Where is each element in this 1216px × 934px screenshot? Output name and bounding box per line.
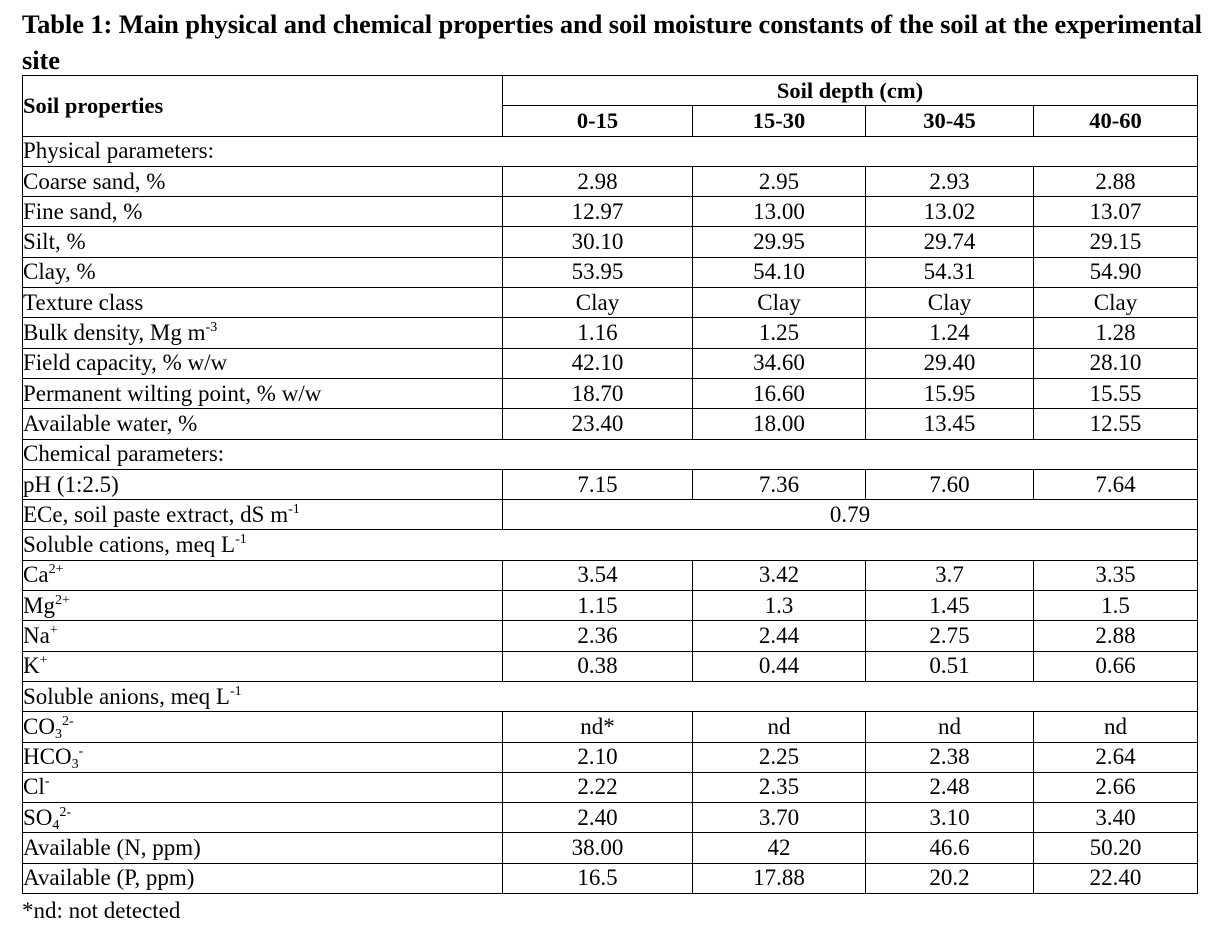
cell-value: 7.60 (866, 469, 1034, 499)
cell-value: 34.60 (693, 348, 866, 378)
row-label (23, 712, 503, 742)
cell-value: 13.45 (866, 409, 1034, 439)
row-label: Fine sand, % (23, 197, 503, 227)
cell-value: 2.44 (693, 621, 866, 651)
cell-value: 7.36 (693, 469, 866, 499)
cell-value: 46.6 (866, 833, 1034, 863)
row-label: Silt, % (23, 227, 503, 257)
row-label: Permanent wilting point, % w/w (23, 378, 503, 408)
cell-value: 2.75 (866, 621, 1034, 651)
cell-value: 42 (693, 833, 866, 863)
table-row (23, 166, 1198, 196)
subscript: 4 (52, 817, 60, 833)
section-row (23, 530, 1198, 560)
table-row (23, 591, 1198, 621)
section-cations (23, 530, 1198, 560)
table-row (23, 378, 1198, 408)
table-row (23, 712, 1198, 742)
row-label: Field capacity, % w/w (23, 348, 503, 378)
cell-value: 29.74 (866, 227, 1034, 257)
cell-value: 17.88 (693, 863, 866, 893)
subscript: 3 (71, 757, 79, 773)
cell-value: 0.66 (1034, 651, 1198, 681)
row-label: Available (N, ppm) (23, 833, 503, 863)
depth-header: 30-45 (866, 106, 1034, 136)
cell-value: nd (1034, 712, 1198, 742)
soil-depth-header: Soil depth (cm) (503, 76, 1198, 106)
row-label (23, 772, 503, 802)
section-row (23, 136, 1198, 166)
cell-value-merged: 0.79 (503, 500, 1198, 530)
label-text: Soluble anions, meq L (23, 683, 230, 709)
row-label: Clay, % (23, 257, 503, 287)
cell-value: 2.40 (503, 803, 693, 833)
cell-value: Clay (866, 288, 1034, 318)
cell-value: 2.66 (1034, 772, 1198, 802)
superscript: -1 (235, 532, 247, 548)
cell-value: 12.97 (503, 197, 693, 227)
cell-value: 23.40 (503, 409, 693, 439)
table-title: Table 1: Main physical and chemical properties and soil moisture constants of the soil at the experimental site (22, 9, 1202, 75)
row-label: Coarse sand, % (23, 166, 503, 196)
cell-value: 0.51 (866, 651, 1034, 681)
label-text: ECe, soil paste extract, dS m (23, 501, 289, 527)
cell-value: 7.15 (503, 469, 693, 499)
cell-value: 3.54 (503, 560, 693, 590)
superscript: -3 (205, 320, 218, 336)
section-anions (23, 681, 1198, 711)
label-text: SO (23, 804, 53, 830)
cell-value: 2.88 (1034, 621, 1198, 651)
cell-value: 1.15 (503, 591, 693, 621)
cell-value: 1.45 (866, 591, 1034, 621)
label-text: K (23, 653, 40, 679)
cell-value: 1.16 (503, 318, 693, 348)
superscript: 2+ (54, 592, 70, 608)
subscript: 3 (54, 726, 62, 742)
label-text: Soluble cations, meq L (23, 532, 236, 558)
table-row (23, 621, 1198, 651)
row-label (23, 742, 503, 772)
cell-value: 2.38 (866, 742, 1034, 772)
table-row (23, 348, 1198, 378)
section-physical: Physical parameters: (23, 136, 1198, 166)
superscript: + (49, 622, 58, 638)
cell-value: 2.25 (693, 742, 866, 772)
superscript: 2- (61, 713, 74, 729)
cell-value: 3.42 (693, 560, 866, 590)
table-row (23, 409, 1198, 439)
label-text: Mg (23, 592, 55, 618)
row-label: pH (1:2.5) (23, 469, 503, 499)
row-label: Texture class (23, 288, 503, 318)
superscript: - (78, 744, 84, 760)
table-row (23, 833, 1198, 863)
header-row (23, 76, 1198, 106)
cell-value: 2.22 (503, 772, 693, 802)
table-row (23, 257, 1198, 287)
cell-value: Clay (693, 288, 866, 318)
cell-value: 16.60 (693, 378, 866, 408)
table-row (23, 288, 1198, 318)
cell-value: 28.10 (1034, 348, 1198, 378)
cell-value: 29.40 (866, 348, 1034, 378)
row-label (23, 591, 503, 621)
soil-properties-table (22, 75, 1198, 894)
cell-value: 15.95 (866, 378, 1034, 408)
cell-value: 0.38 (503, 651, 693, 681)
cell-value: 2.88 (1034, 166, 1198, 196)
cell-value: 29.15 (1034, 227, 1198, 257)
cell-value: 3.10 (866, 803, 1034, 833)
cell-value: 54.10 (693, 257, 866, 287)
cell-value: 3.40 (1034, 803, 1198, 833)
superscript: -1 (288, 501, 300, 517)
cell-value: 3.35 (1034, 560, 1198, 590)
table-row (23, 560, 1198, 590)
label-text: CO (23, 713, 55, 739)
cell-value: 3.70 (693, 803, 866, 833)
cell-value: 12.55 (1034, 409, 1198, 439)
label-text: HCO (23, 744, 72, 770)
row-label (23, 651, 503, 681)
cell-value: 1.25 (693, 318, 866, 348)
label-text: Bulk density, Mg m (23, 320, 206, 346)
cell-value: 2.95 (693, 166, 866, 196)
cell-value: 38.00 (503, 833, 693, 863)
depth-header: 0-15 (503, 106, 693, 136)
table-row (23, 742, 1198, 772)
section-row (23, 439, 1198, 469)
table-row (23, 197, 1198, 227)
table-row (23, 651, 1198, 681)
table-row (23, 469, 1198, 499)
cell-value: 1.5 (1034, 591, 1198, 621)
row-label (23, 621, 503, 651)
cell-value: 3.7 (866, 560, 1034, 590)
cell-value: 2.10 (503, 742, 693, 772)
cell-value: 54.31 (866, 257, 1034, 287)
cell-value: Clay (1034, 288, 1198, 318)
cell-value: 20.2 (866, 863, 1034, 893)
cell-value: 13.02 (866, 197, 1034, 227)
row-label: Available water, % (23, 409, 503, 439)
depth-header: 40-60 (1034, 106, 1198, 136)
table-row (23, 227, 1198, 257)
cell-value: 29.95 (693, 227, 866, 257)
cell-value: 0.44 (693, 651, 866, 681)
cell-value: 50.20 (1034, 833, 1198, 863)
table-row (23, 863, 1198, 893)
row-label (23, 500, 503, 530)
cell-value: 13.00 (693, 197, 866, 227)
cell-value: nd* (503, 712, 693, 742)
cell-value: 7.64 (1034, 469, 1198, 499)
cell-value: Clay (503, 288, 693, 318)
cell-value: 2.93 (866, 166, 1034, 196)
table-row (23, 772, 1198, 802)
label-text: Ca (23, 562, 49, 588)
soil-properties-header: Soil properties (23, 76, 503, 137)
section-row (23, 681, 1198, 711)
cell-value: 42.10 (503, 348, 693, 378)
superscript: 2+ (48, 562, 64, 578)
cell-value: 13.07 (1034, 197, 1198, 227)
table-row (23, 500, 1198, 530)
cell-value: 15.55 (1034, 378, 1198, 408)
row-label (23, 560, 503, 590)
cell-value: 1.24 (866, 318, 1034, 348)
cell-value: 18.00 (693, 409, 866, 439)
cell-value: 2.64 (1034, 742, 1198, 772)
cell-value: 18.70 (503, 378, 693, 408)
row-label (23, 318, 503, 348)
depth-header: 15-30 (693, 106, 866, 136)
row-label (23, 803, 503, 833)
superscript: - (44, 774, 50, 790)
superscript: -1 (229, 683, 242, 699)
row-label: Available (P, ppm) (23, 863, 503, 893)
superscript: 2- (59, 804, 72, 820)
cell-value: 22.40 (1034, 863, 1198, 893)
cell-value: 1.28 (1034, 318, 1198, 348)
cell-value: 1.3 (693, 591, 866, 621)
label-text: Na (23, 622, 50, 648)
label-text: Cl (23, 774, 45, 800)
cell-value: nd (693, 712, 866, 742)
section-chemical: Chemical parameters: (23, 439, 1198, 469)
cell-value: 53.95 (503, 257, 693, 287)
cell-value: 2.98 (503, 166, 693, 196)
cell-value: 30.10 (503, 227, 693, 257)
table-row (23, 803, 1198, 833)
cell-value: 2.35 (693, 772, 866, 802)
cell-value: 54.90 (1034, 257, 1198, 287)
footnote: *nd: not detected (22, 898, 181, 923)
cell-value: 16.5 (503, 863, 693, 893)
cell-value: 2.36 (503, 621, 693, 651)
cell-value: 2.48 (866, 772, 1034, 802)
table-row (23, 318, 1198, 348)
cell-value: nd (866, 712, 1034, 742)
superscript: + (39, 653, 48, 669)
